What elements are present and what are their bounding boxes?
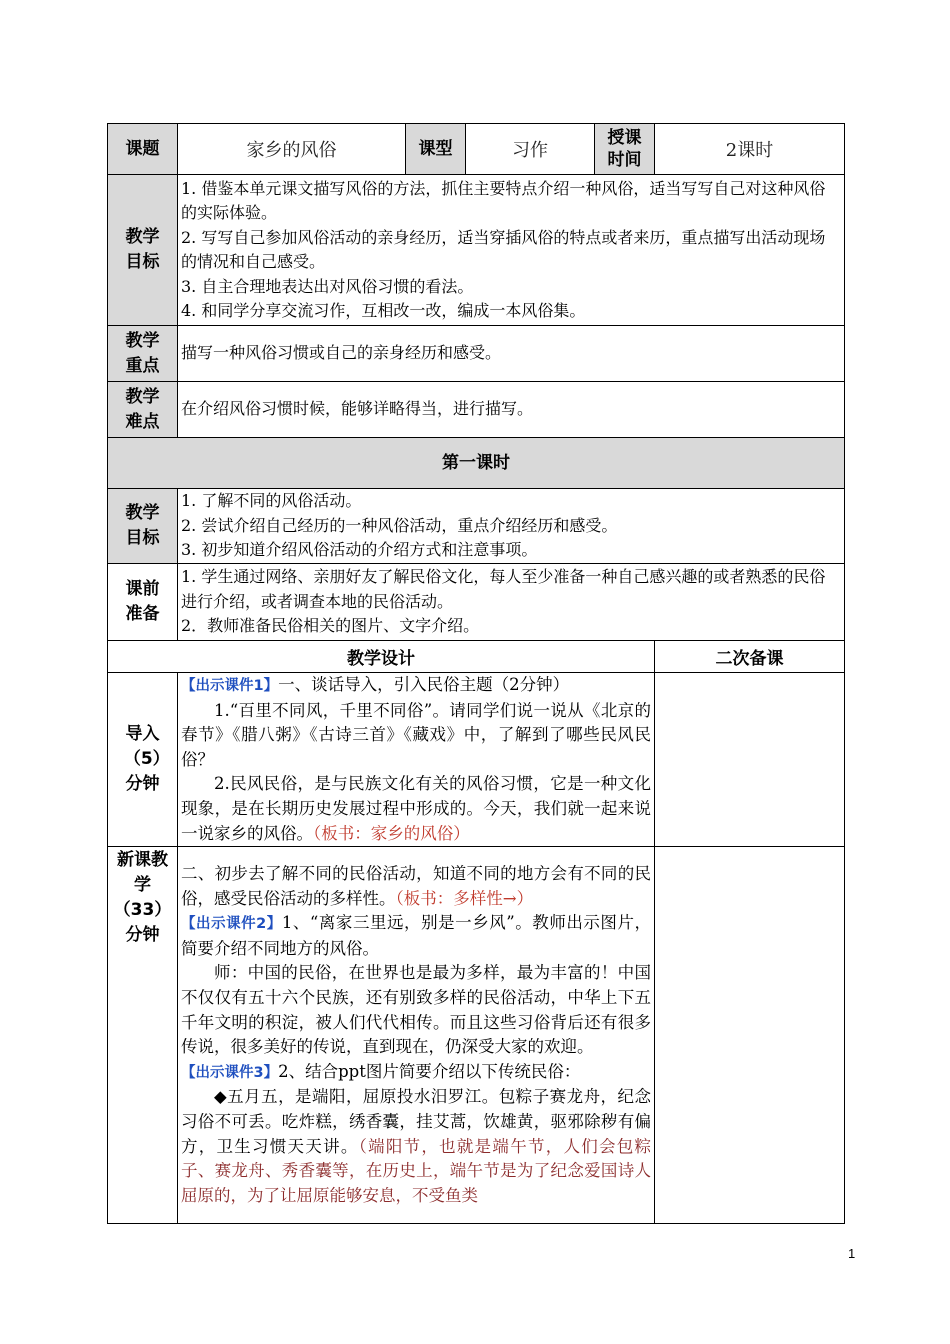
goal-item: 1. 借鉴本单元课文描写风俗的方法，抓住主要特点介绍一种风俗，适当写写自己对这种风俗的实际体验。 — [181, 178, 826, 222]
board-note: （板书：多样性→） — [395, 888, 534, 908]
second-prep-cell — [655, 673, 845, 847]
goal-item: 3. 自主合理地表达出对风俗习惯的看法。 — [181, 276, 474, 296]
section-row — [108, 438, 845, 489]
intro-paragraph: 1.“百里不同风，千里不同俗”。请同学们说一说从《北京的春节》《腊八粥》《古诗三首》《藏戏》中，了解到了哪些民风民俗？ — [181, 700, 651, 769]
second-prep-header: 二次备课 — [655, 641, 845, 673]
header-row — [108, 124, 845, 175]
newlesson-row — [108, 847, 845, 1224]
lesson1-goals-label: 教学目标 — [108, 489, 178, 564]
goals-content — [178, 175, 845, 326]
key-point-row — [108, 326, 845, 382]
newlesson-title: 二、初步去了解不同的民俗活动，知道不同的地方会有不同的民俗，感受民俗活动的多样性。 — [181, 864, 651, 908]
prep-item: 2．教师准备民俗相关的图片、文字介绍。 — [181, 616, 480, 636]
goal-item: 2. 写写自己参加风俗活动的亲身经历，适当穿插风俗的特点或者来历，重点描写出活动现场的情况和自己感受。 — [181, 227, 826, 271]
design-header: 教学设计 — [108, 641, 655, 673]
board-note: （端阳节，也就是端午节，人们会包粽子、赛龙舟、秀香囊等，在历史上，端午节是为了纪念爱国诗人屈原的，为了让屈原能够安息，不受鱼类 — [181, 1136, 652, 1205]
intro-label: 导入（5）分钟 — [108, 673, 178, 847]
newlesson-paragraph: 1、“离家三里远，别是一乡风”。教师出示图片，简要介绍不同地方的风俗。 — [181, 913, 651, 958]
type-label: 课型 — [406, 124, 466, 175]
courseware-tag: 【出示课件2】 — [181, 916, 282, 933]
topic-value: 家乡的风俗 — [178, 124, 406, 175]
intro-content — [178, 673, 655, 847]
prep-row — [108, 564, 845, 641]
goal-item: 4. 和同学分享交流习作，互相改一改，编成一本风俗集。 — [181, 301, 586, 320]
lesson1-goals-row — [108, 489, 845, 564]
goals-row — [108, 175, 845, 326]
lesson-plan-table — [107, 123, 845, 1224]
topic-label: 课题 — [108, 124, 178, 175]
prep-item: 1. 学生通过网络、亲朋好友了解民俗文化，每人至少准备一种自己感兴趣的或者熟悉的民俗进行介绍，或者调查本地的民俗活动。 — [181, 567, 826, 611]
section-title: 第一课时 — [108, 438, 845, 489]
hours-value: 2课时 — [655, 124, 845, 175]
courseware-tag: 【出示课件3】 — [181, 1064, 279, 1081]
goal-item: 2. 尝试介绍自己经历的一种风俗活动，重点介绍经历和感受。 — [181, 515, 618, 535]
difficulty-label: 教学难点 — [108, 382, 178, 438]
courseware-tag: 【出示课件1】 — [181, 678, 279, 694]
time-label: 授课时间 — [595, 124, 655, 175]
prep-content — [178, 564, 845, 641]
intro-title: 一、谈话导入，引入民俗主题（2分钟） — [278, 675, 570, 694]
goal-item: 1. 了解不同的风俗活动。 — [181, 491, 362, 511]
newlesson-paragraph: ◆五月五，是端阳，屈原投水汨罗江。包粽子赛龙舟，纪念习俗不可丢。吃炸糕，绣香囊，挂艾蒿，饮雄黄，驱邪除秽有偏方，卫生习惯天天讲。 — [181, 1087, 651, 1156]
page-number: 1 — [848, 1246, 856, 1261]
difficulty-text: 在介绍风俗习惯时候，能够详略得当，进行描写。 — [178, 382, 845, 438]
goal-item: 3. 初步知道介绍风俗活动的介绍方式和注意事项。 — [181, 540, 538, 560]
prep-label: 课前准备 — [108, 564, 178, 641]
goals-label: 教学目标 — [108, 175, 178, 326]
second-prep-cell — [655, 847, 845, 1224]
lesson1-goals-content — [178, 489, 845, 564]
type-value: 习作 — [466, 124, 595, 175]
design-header-row — [108, 641, 845, 673]
board-note: （板书：家乡的风俗） — [313, 823, 470, 843]
key-point-label: 教学重点 — [108, 326, 178, 382]
difficulty-row — [108, 382, 845, 438]
newlesson-paragraph: 2、结合ppt图片简要介绍以下传统民俗： — [278, 1061, 581, 1081]
key-point-text: 描写一种风俗习惯或自己的亲身经历和感受。 — [178, 326, 845, 382]
newlesson-label: 新课教学（33）分钟 — [108, 847, 178, 1224]
intro-row — [108, 673, 845, 847]
intro-paragraph: 2.民风民俗，是与民族文化有关的风俗习惯，它是一种文化现象，是在长期历史发展过程中形成的。今天，我们就一起来说一说家乡的风俗。 — [181, 774, 651, 843]
newlesson-paragraph: 师：中国的民俗，在世界也是最为多样，最为丰富的！中国不仅仅有五十六个民族，还有别致多样的民俗活动，中华上下五千年文明的积淀，被人们代代相传。而且这些习俗背后还有很多传说，很多美好的传说，直到现在，仍深受大家的欢迎。 — [181, 963, 651, 1057]
newlesson-content — [178, 847, 655, 1224]
